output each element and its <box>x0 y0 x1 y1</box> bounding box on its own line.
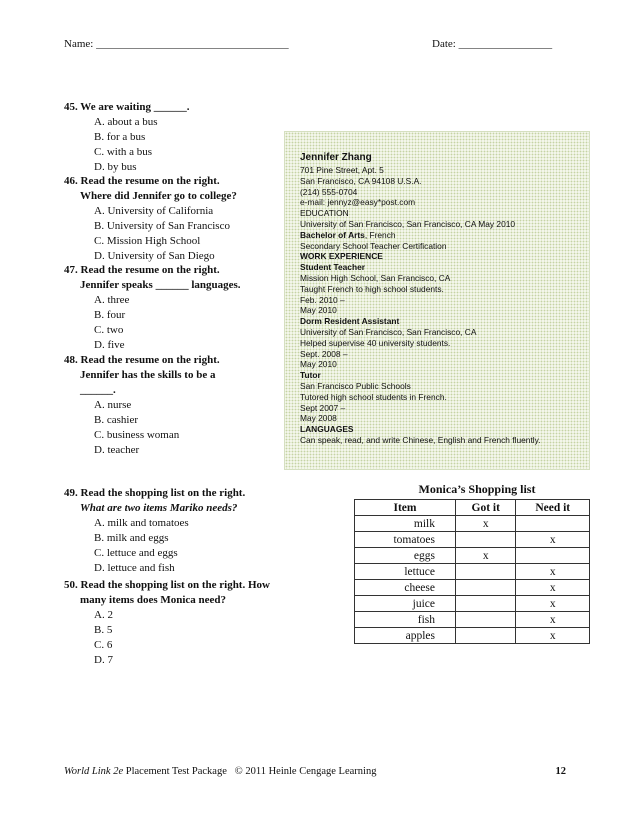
question-50 <box>64 578 270 668</box>
table-row <box>355 564 590 580</box>
question-stem: Jennifer has the skills to be a <box>80 369 216 381</box>
book-title: World Link 2e <box>64 766 124 777</box>
need-it-cell <box>516 516 590 532</box>
question-45 <box>64 100 189 175</box>
got-it-cell <box>456 564 516 580</box>
need-it-cell: x <box>516 580 590 596</box>
got-it-cell <box>456 596 516 612</box>
answer-option: C. business woman <box>94 429 180 441</box>
question-47 <box>64 263 241 353</box>
table-row <box>355 612 590 628</box>
answer-option: A. about a bus <box>94 116 158 128</box>
resume-box <box>284 131 590 470</box>
question-stem: 48. Read the resume on the right. <box>64 354 220 366</box>
answer-option: C. two <box>94 324 124 336</box>
question-stem: 47. Read the resume on the right. <box>64 264 220 276</box>
resume-line: May 2008 <box>300 413 337 424</box>
resume-line: Sept 2007 – <box>300 402 346 413</box>
item-cell: tomatoes <box>355 532 456 548</box>
question-stem: ______. <box>80 384 116 396</box>
footer-credit <box>64 766 376 777</box>
got-it-cell: x <box>456 516 516 532</box>
item-cell: cheese <box>355 580 456 596</box>
answer-option: A. three <box>94 294 130 306</box>
page-number: 12 <box>555 766 566 777</box>
answer-option: D. five <box>94 339 125 351</box>
need-it-cell: x <box>516 596 590 612</box>
answer-option: C. 6 <box>94 639 113 651</box>
resume-section-heading: WORK EXPERIENCE <box>300 251 383 262</box>
table-row <box>355 580 590 596</box>
column-header: Need it <box>516 500 590 516</box>
resume-line: Sept. 2008 – <box>300 348 348 359</box>
table-row <box>355 516 590 532</box>
question-stem: 50. Read the shopping list on the right. How <box>64 579 270 591</box>
resume-line: San Francisco Public Schools <box>300 380 411 391</box>
got-it-cell <box>456 580 516 596</box>
shopping-list-title: Monica’s Shopping list <box>418 482 536 496</box>
question-48 <box>64 353 220 458</box>
question-stem: 46. Read the resume on the right. <box>64 175 220 187</box>
resume-address: San Francisco, CA 94108 U.S.A. <box>300 175 422 186</box>
resume-job-title: Tutor <box>300 370 321 381</box>
resume-phone: (214) 555-0704 <box>300 186 358 197</box>
answer-option: B. four <box>94 309 126 321</box>
item-cell: juice <box>355 596 456 612</box>
answer-option: A. 2 <box>94 609 113 621</box>
answer-option: C. lettuce and eggs <box>94 547 178 559</box>
question-stem: 45. We are waiting ______. <box>64 101 190 113</box>
need-it-cell: x <box>516 628 590 644</box>
answer-option: A. milk and tomatoes <box>94 517 189 529</box>
question-stem: Jennifer speaks ______ languages. <box>80 279 241 291</box>
item-cell: lettuce <box>355 564 456 580</box>
resume-degree-title: Bachelor of Arts <box>300 229 365 240</box>
question-46 <box>64 174 237 264</box>
answer-option: B. University of San Francisco <box>94 220 230 232</box>
resume-name: Jennifer Zhang <box>300 152 372 163</box>
resume-line: Can speak, read, and write Chinese, English and French fluently. <box>300 434 541 445</box>
resume-line: University of San Francisco, San Francisco, CA <box>300 326 477 337</box>
item-cell: eggs <box>355 548 456 564</box>
shopping-table <box>354 499 590 644</box>
footer-text: Placement Test Package © 2011 Heinle Cengage Learning <box>123 766 377 777</box>
answer-option: A. University of California <box>94 205 214 217</box>
answer-option: D. University of San Diego <box>94 250 215 262</box>
need-it-cell: x <box>516 532 590 548</box>
question-stem: many items does Monica need? <box>80 594 227 606</box>
resume-line: Taught French to high school students. <box>300 283 444 294</box>
answer-option: D. by bus <box>94 161 137 173</box>
answer-option: C. with a bus <box>94 146 153 158</box>
column-header: Item <box>355 500 456 516</box>
shopping-list <box>354 482 590 644</box>
item-cell: fish <box>355 612 456 628</box>
answer-option: D. 7 <box>94 654 113 666</box>
question-stem: Where did Jennifer go to college? <box>80 190 237 202</box>
resume-degree-field: , French <box>364 229 396 240</box>
column-header: Got it <box>456 500 516 516</box>
resume-line: Secondary School Teacher Certification <box>300 240 447 251</box>
answer-option: D. lettuce and fish <box>94 562 175 574</box>
need-it-cell: x <box>516 564 590 580</box>
got-it-cell <box>456 532 516 548</box>
resume-line: Mission High School, San Francisco, CA <box>300 272 451 283</box>
question-49 <box>64 486 245 576</box>
answer-option: C. Mission High School <box>94 235 201 247</box>
date-field-label: Date: _________________ <box>432 38 553 50</box>
resume-line: Tutored high school students in French. <box>300 391 447 402</box>
got-it-cell <box>456 628 516 644</box>
resume-email: e-mail: jennyz@easy*post.com <box>300 197 416 208</box>
question-emphasis: What are two items Mariko needs? <box>80 502 238 514</box>
name-field-label: Name: ___________________________________ <box>64 38 289 50</box>
resume-address: 701 Pine Street, Apt. 5 <box>300 165 384 175</box>
resume-line: Feb. 2010 – <box>300 294 345 305</box>
answer-option: B. cashier <box>94 414 138 426</box>
table-header-row <box>355 500 590 516</box>
got-it-cell <box>456 612 516 628</box>
table-row <box>355 596 590 612</box>
item-cell: apples <box>355 628 456 644</box>
need-it-cell <box>516 548 590 564</box>
answer-option: A. nurse <box>94 399 132 411</box>
need-it-cell: x <box>516 612 590 628</box>
table-row <box>355 548 590 564</box>
resume-line: Helped supervise 40 university students. <box>300 337 451 348</box>
got-it-cell: x <box>456 548 516 564</box>
resume-line: University of San Francisco, San Francisco, CA May 2010 <box>300 218 516 229</box>
resume-line: May 2010 <box>300 359 337 370</box>
resume-line: May 2010 <box>300 305 337 316</box>
resume-degree <box>300 230 588 241</box>
table-row <box>355 628 590 644</box>
resume-section-heading: LANGUAGES <box>300 424 354 435</box>
answer-option: B. 5 <box>94 624 113 636</box>
resume-job-title: Student Teacher <box>300 262 365 273</box>
resume-section-heading: EDUCATION <box>300 208 349 219</box>
answer-option: B. milk and eggs <box>94 532 169 544</box>
item-cell: milk <box>355 516 456 532</box>
resume-job-title: Dorm Resident Assistant <box>300 316 400 327</box>
answer-option: D. teacher <box>94 444 140 456</box>
table-row <box>355 532 590 548</box>
question-stem: 49. Read the shopping list on the right. <box>64 487 246 499</box>
answer-option: B. for a bus <box>94 131 146 143</box>
